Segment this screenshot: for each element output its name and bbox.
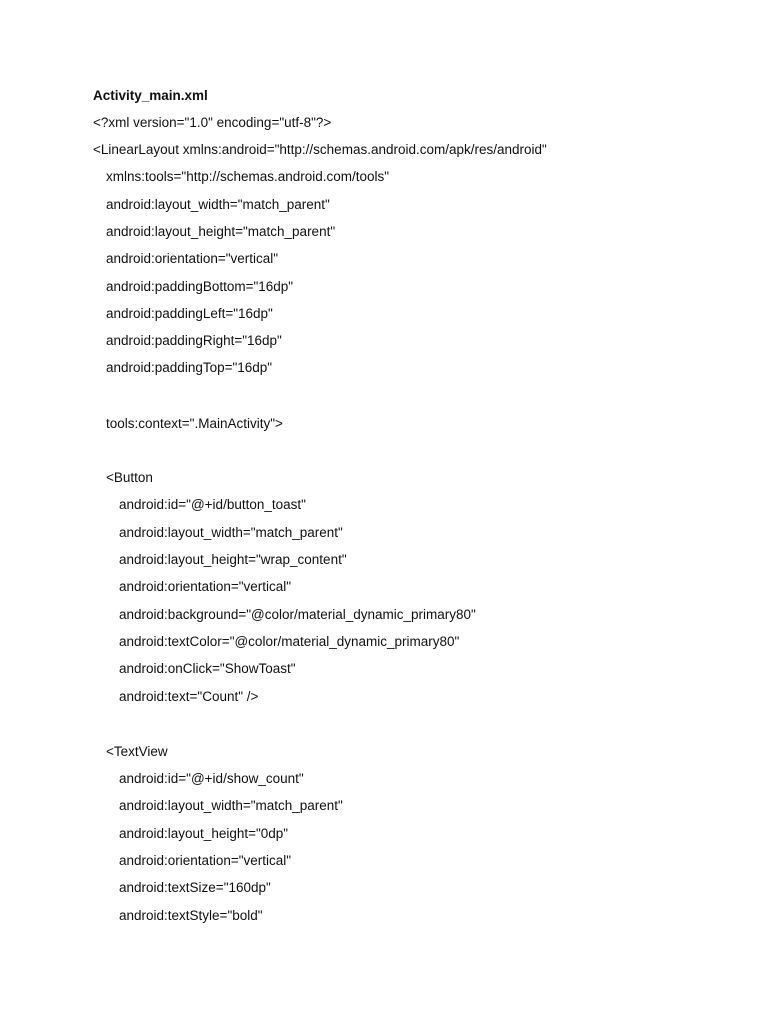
code-line-textview-layout-height: android:layout_height="0dp" [119,826,289,841]
code-line-padding-top: android:paddingTop="16dp" [106,360,273,375]
code-line-button-open: <Button [106,470,153,485]
code-line-linearlayout-open: <LinearLayout xmlns:android="http://schemas.android.com/apk/res/android" [93,142,547,157]
code-line-textview-text-style: android:textStyle="bold" [119,908,263,923]
code-line-button-layout-width: android:layout_width="match_parent" [119,525,343,540]
code-line-xmlns-tools: xmlns:tools="http://schemas.android.com/tools" [106,169,390,184]
code-line-button-layout-height: android:layout_height="wrap_content" [119,552,347,567]
code-line-layout-height: android:layout_height="match_parent" [106,224,336,239]
code-line-textview-layout-width: android:layout_width="match_parent" [119,798,343,813]
document-title: Activity_main.xml [93,88,208,103]
code-line-layout-width: android:layout_width="match_parent" [106,197,330,212]
code-line-padding-right: android:paddingRight="16dp" [106,333,282,348]
code-line-button-onclick: android:onClick="ShowToast" [119,661,296,676]
code-line-textview-open: <TextView [106,744,168,759]
code-line-button-text-color: android:textColor="@color/material_dynamic_primary80" [119,634,460,649]
code-line-button-id: android:id="@+id/button_toast" [119,497,306,512]
code-line-tools-context: tools:context=".MainActivity"> [106,416,283,431]
code-line-button-text: android:text="Count" /> [119,689,259,704]
code-line-textview-text-size: android:textSize="160dp" [119,880,271,895]
code-line-padding-left: android:paddingLeft="16dp" [106,306,273,321]
code-line-padding-bottom: android:paddingBottom="16dp" [106,279,294,294]
code-line-button-orientation: android:orientation="vertical" [119,579,292,594]
code-line-textview-orientation: android:orientation="vertical" [119,853,292,868]
code-line-button-background: android:background="@color/material_dynamic_primary80" [119,607,476,622]
code-line-xml-declaration: <?xml version="1.0" encoding="utf-8"?> [93,115,332,130]
code-line-textview-id: android:id="@+id/show_count" [119,771,304,786]
code-line-orientation: android:orientation="vertical" [106,251,279,266]
